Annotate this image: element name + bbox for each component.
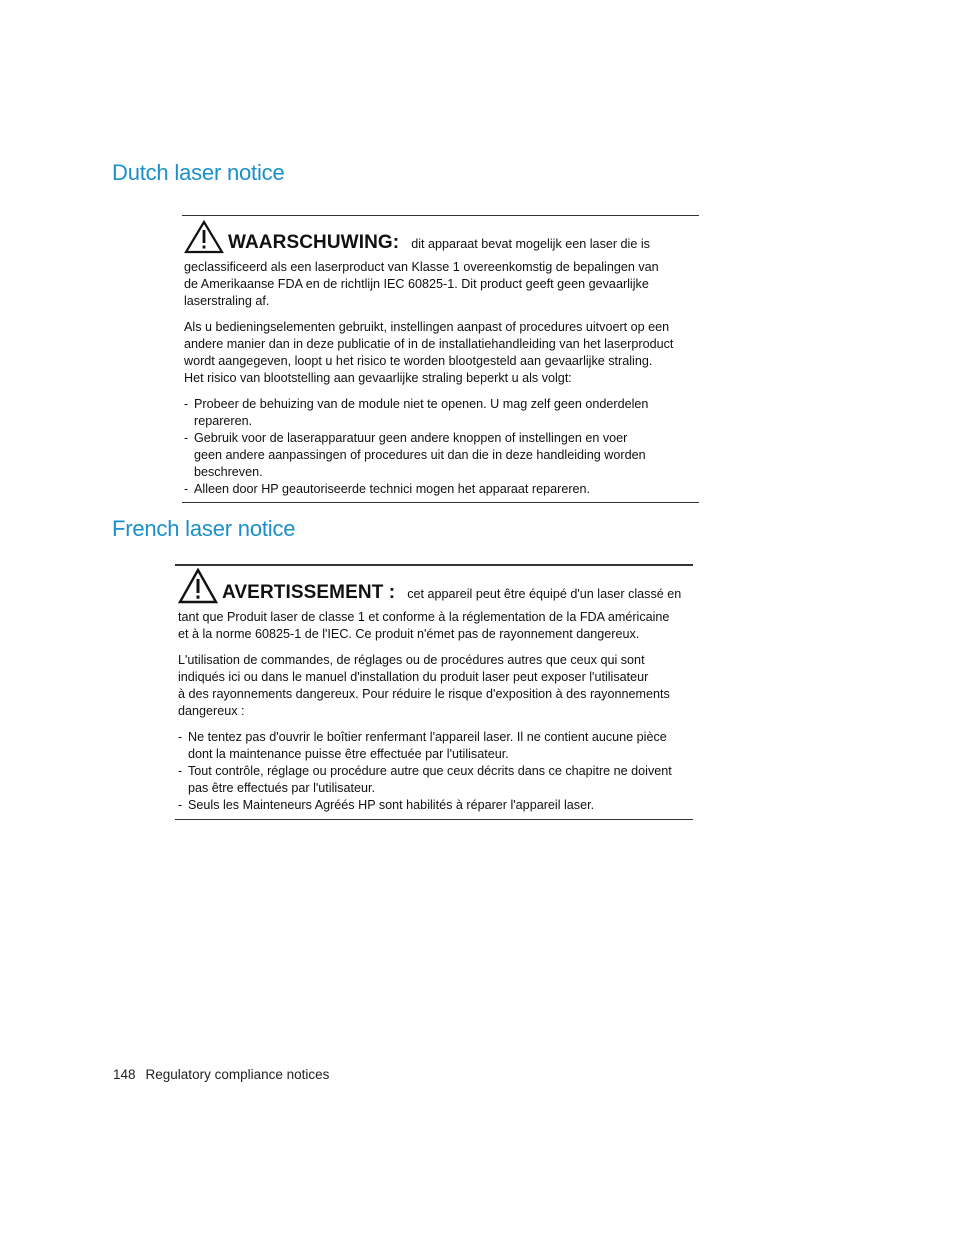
list-item-line: Tout contrôle, réglage ou procédure autre que ceux décrits dans ce chapitre ne doivent [188, 764, 672, 778]
list-item-line: geen andere aanpassingen of procedures uit dan die in deze handleiding worden [194, 448, 646, 462]
bullet-dash: - [178, 764, 183, 778]
list-item [184, 481, 699, 498]
dutch-paragraph-line: andere manier dan in deze publicatie of in de installatiehandleiding van het laserproduct [184, 337, 674, 351]
dutch-paragraph-line: Als u bedieningselementen gebruikt, instellingen aanpast of procedures uitvoert op een [184, 320, 670, 334]
dutch-precaution-list [184, 396, 699, 498]
dutch-exposure-paragraph [184, 319, 699, 387]
list-item-line: Gebruik voor de laserapparatuur geen andere knoppen of instellingen en voer [194, 431, 628, 445]
list-item [184, 430, 699, 481]
list-item-line: Seuls les Mainteneurs Agréés HP sont habilités à réparer l'appareil laser. [188, 798, 595, 812]
dutch-paragraph-line: wordt aangegeven, loopt u het risico te worden blootgesteld aan gevaarlijke straling. [184, 354, 653, 368]
dutch-laser-notice-heading: Dutch laser notice [112, 160, 285, 185]
list-item-line: pas être effectués par l'utilisateur. [188, 781, 375, 795]
page-number: 148 [113, 1067, 136, 1082]
page-footer [113, 1067, 329, 1082]
dutch-warning-intro [184, 220, 699, 310]
french-laser-notice-heading: French laser notice [112, 516, 296, 541]
french-exposure-paragraph [178, 652, 693, 720]
list-item-line: beschreven. [194, 465, 263, 479]
french-intro-line: tant que Produit laser de classe 1 et conforme à la réglementation de la FDA américaine [178, 610, 670, 624]
list-item-line: Ne tentez pas d'ouvrir le boîtier renfermant l'appareil laser. Il ne contient aucune pièce [188, 730, 667, 744]
warning-triangle-icon [178, 568, 218, 609]
list-item [178, 797, 693, 814]
bullet-dash: - [184, 397, 189, 411]
bullet-dash: - [184, 482, 189, 496]
french-intro-line: et à la norme 60825-1 de l'IEC. Ce produit n'émet pas de rayonnement dangereux. [178, 627, 640, 641]
french-paragraph-line: à des rayonnements dangereux. Pour réduire le risque d'exposition à des rayonnements [178, 687, 670, 701]
french-warning-label: AVERTISSEMENT : [222, 582, 396, 603]
french-warning-intro [178, 568, 693, 643]
list-item [184, 396, 699, 430]
warning-triangle-icon [184, 220, 224, 259]
french-paragraph-line: indiqués ici ou dans le manuel d'installation du produit laser peut exposer l'utilisateur [178, 670, 649, 684]
list-item-line: Probeer de behuizing van de module niet te openen. U mag zelf geen onderdelen [194, 397, 649, 411]
french-paragraph-line: L'utilisation de commandes, de réglages ou de procédures autres que ceux qui sont [178, 653, 645, 667]
dutch-intro-line: laserstraling af. [184, 294, 270, 308]
dutch-intro-line: dit apparaat bevat mogelijk een laser die is [411, 237, 650, 251]
dutch-warning-label: WAARSCHUWING: [228, 232, 400, 253]
dutch-paragraph-line: Het risico van blootstelling aan gevaarlijke straling beperkt u als volgt: [184, 371, 572, 385]
list-item-line: Alleen door HP geautoriseerde technici mogen het apparaat repareren. [194, 482, 591, 496]
dutch-warning-box [182, 215, 699, 503]
list-item [178, 763, 693, 797]
french-intro-line: cet appareil peut être équipé d'un laser classé en [407, 587, 682, 601]
footer-section-title: Regulatory compliance notices [145, 1067, 330, 1082]
list-item-line: dont la maintenance puisse être effectuée par l'utilisateur. [188, 747, 509, 761]
french-precaution-list [178, 729, 693, 814]
list-item-line: repareren. [194, 414, 253, 428]
list-item [178, 729, 693, 763]
bullet-dash: - [178, 798, 183, 812]
bullet-dash: - [178, 730, 183, 744]
dutch-intro-line: de Amerikaanse FDA en de richtlijn IEC 60825-1. Dit product geeft geen gevaarlijke [184, 277, 649, 291]
french-warning-box [175, 564, 693, 820]
bullet-dash: - [184, 431, 189, 445]
dutch-intro-line: geclassificeerd als een laserproduct van Klasse 1 overeenkomstig de bepalingen van [184, 260, 659, 274]
french-paragraph-line: dangereux : [178, 704, 245, 718]
